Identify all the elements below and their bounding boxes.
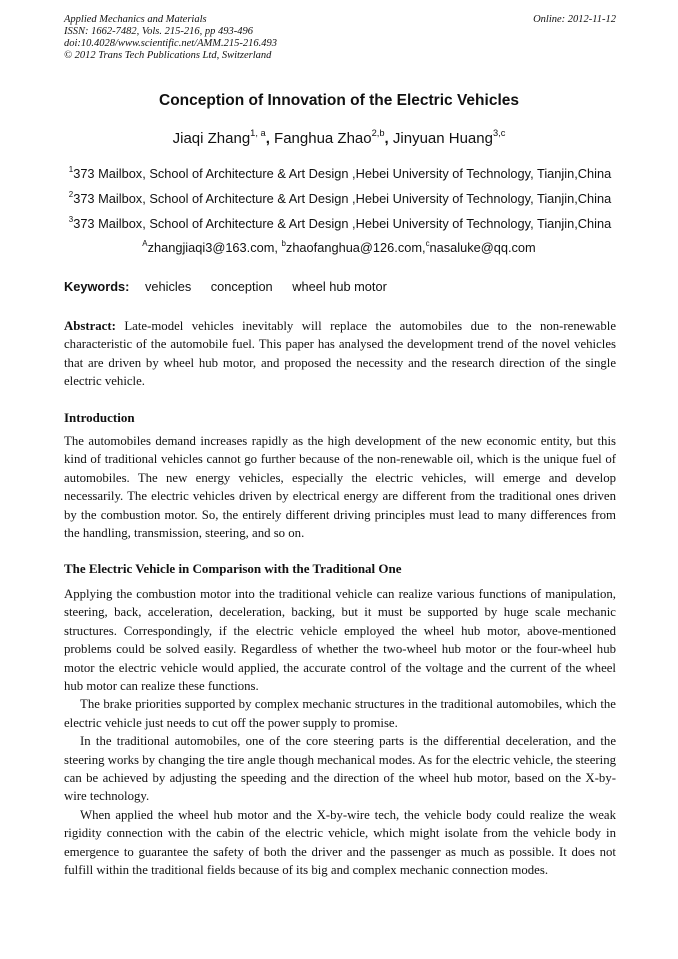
keywords-label: Keywords: — [64, 279, 130, 294]
author-superscript: 2,b — [371, 128, 385, 139]
paragraph: Applying the combustion motor into the traditional vehicle can realize various functions of manipulation, steering, back, acceleration, deceleration, backing, but it must be supported by huge scale mechanic structures. Correspondingly, if the electric vehicle employed the wheel hub motor, above-mentioned problems could be solved easily. Regardless of whether the two-wheel hub motor or the four-wheel hub motor the electric vehicle would applied, the accurate control of the voltage and the current of the wheel hub motor can realize these functions. — [64, 587, 616, 694]
email-address: nasaluke@qq.com — [429, 240, 536, 255]
paragraph: The brake priorities supported by complex mechanic structures in the traditional automobiles, which the electric vehicle just needs to cut off the power supply to promise. — [64, 697, 616, 730]
affiliation-superscript: 3 — [68, 214, 74, 224]
abstract-text: Late-model vehicles inevitably will replace the automobiles due to the non-renewable characteristic of the automobile fuel. This paper has analysed the development trend of the novel vehicles that are driven by wheel hub motor, and proposed the necessity and the research direction of the single electric vehicle. — [64, 319, 617, 389]
section-heading-introduction: Introduction — [64, 410, 135, 425]
affiliation-3 — [64, 216, 616, 231]
email-superscript: A — [142, 238, 148, 248]
email-superscript: c — [425, 238, 430, 248]
author-name: Jiaqi Zhang — [172, 130, 251, 147]
affiliation-superscript: 2 — [68, 189, 74, 199]
affiliation-1 — [64, 166, 616, 181]
online-date: Online: 2012-11-12 — [533, 14, 616, 25]
affiliation-text: 373 Mailbox, School of Architecture & Art Design ,Hebei University of Technology, Tianjin,China — [73, 166, 612, 181]
issn-line: ISSN: 1662-7482, Vols. 215-216, pp 493-496 — [64, 26, 253, 37]
author-name: Jinyuan Huang — [392, 130, 493, 147]
doi-line: doi:10.4028/www.scientific.net/AMM.215-216.493 — [64, 38, 277, 49]
journal-header — [64, 14, 616, 62]
affiliation-superscript: 1 — [68, 164, 74, 174]
author-list — [0, 130, 678, 147]
email-list — [0, 240, 678, 255]
journal-name: Applied Mechanics and Materials — [64, 14, 207, 25]
paper-title: Conception of Innovation of the Electric Vehicles — [159, 92, 519, 109]
email-address: zhangjiaqi3@163.com, — [147, 240, 282, 255]
paragraph: The automobiles demand increases rapidly as the high development of the new economic entity, but this kind of traditional vehicles cannot go further because of the non-renewable oil, which is the unique fuel of automobiles. The new energy vehicles, especially the electric vehicles, will emerge and develop necessarily. The electric vehicles driven by electrical energy are different from the traditional ones driven by the combustion motor. So, the entirely different driving principles must lead to many differences from the handling, transmission, steering, and so on. — [64, 434, 616, 541]
abstract — [64, 317, 616, 391]
copyright-line: © 2012 Trans Tech Publications Ltd, Switzerland — [64, 50, 272, 61]
comparison-body — [64, 585, 616, 880]
abstract-label: Abstract: — [64, 319, 116, 333]
keyword: wheel hub motor — [292, 279, 387, 294]
introduction-body — [64, 432, 616, 542]
email-address: zhaofanghua@126.com, — [285, 240, 426, 255]
affiliation-text: 373 Mailbox, School of Architecture & Art Design ,Hebei University of Technology, Tianjin,China — [73, 216, 612, 231]
author-superscript: 1, a — [250, 128, 266, 139]
affiliation-2 — [64, 191, 616, 206]
paragraph: In the traditional automobiles, one of the core steering parts is the differential deceleration, and the steering works by changing the tire angle though mechanical modes. As for the electric vehicle, the steering can be achieved by adjusting the speeding and the direction of the wheel hub motor, based on the X-by-wire technology. — [64, 734, 616, 804]
keywords-line — [64, 279, 403, 294]
author-name: Fanghua Zhao — [274, 130, 372, 147]
keyword: conception — [210, 279, 273, 294]
author-separator: , — [265, 130, 275, 147]
section-heading-comparison: The Electric Vehicle in Comparison with the Traditional One — [64, 561, 402, 576]
email-superscript: b — [281, 238, 286, 248]
paragraph: When applied the wheel hub motor and the X-by-wire tech, the vehicle body could realize the weak rigidity connection with the cabin of the electric vehicle, which might isolate from the vehicle body in emergence to guarantee the safety of both the driver and the passenger as much as possible. It does not fulfill within the traditional fields because of its big and complex mechanic connection modes. — [64, 807, 616, 878]
author-separator: , — [384, 130, 393, 147]
affiliation-text: 373 Mailbox, School of Architecture & Art Design ,Hebei University of Technology, Tianjin,China — [73, 191, 612, 206]
keyword: vehicles — [144, 279, 192, 294]
author-superscript: 3,c — [492, 128, 506, 139]
